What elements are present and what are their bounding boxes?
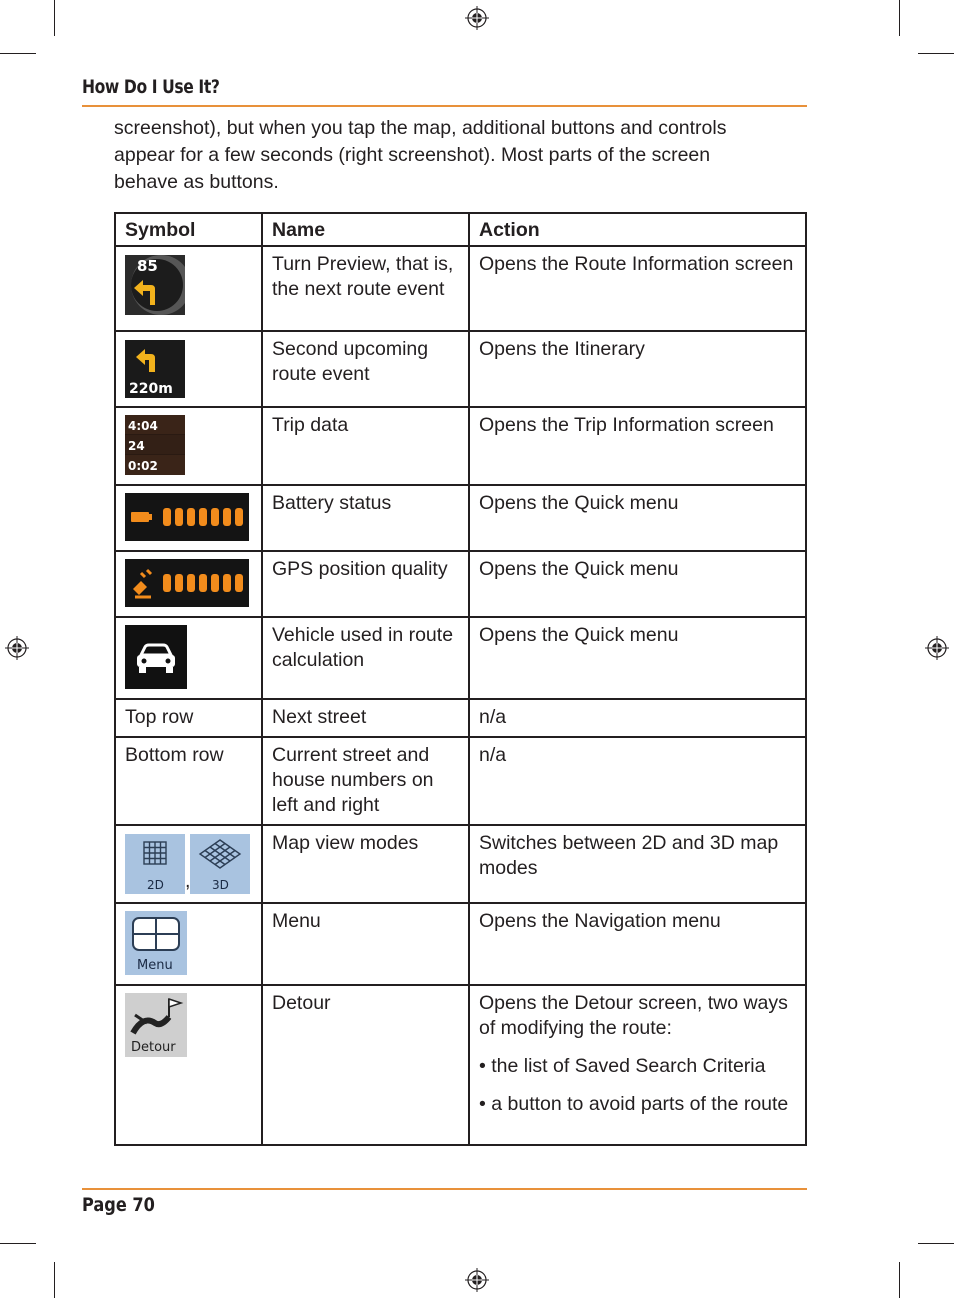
name-cell: Turn Preview, that is, the next route event [262, 246, 469, 331]
detour-button-icon [125, 993, 187, 1057]
header-rule [82, 105, 807, 107]
table-row [115, 825, 806, 903]
table-row [115, 551, 806, 617]
map-2d-label: 2D [147, 878, 164, 892]
intro-line: screenshot), but when you tap the map, additional buttons and controls [114, 117, 727, 139]
table-row [115, 485, 806, 551]
table-row [115, 407, 806, 485]
table-row [115, 699, 806, 737]
symbol-cell [115, 825, 262, 903]
second-route-event-icon [125, 340, 185, 398]
symbol-cell: Bottom row [115, 737, 262, 825]
table-row [115, 617, 806, 699]
symbol-cell [115, 551, 262, 617]
turn-preview-icon [125, 255, 185, 315]
menu-button-label: Menu [137, 958, 173, 973]
action-cell: Opens the Route Information screen [469, 246, 806, 331]
table-row [115, 246, 806, 331]
action-cell: Switches between 2D and 3D map modes [469, 825, 806, 903]
gps-quality-icon [125, 559, 249, 607]
name-cell: Battery status [262, 485, 469, 551]
name-cell: Detour [262, 985, 469, 1145]
action-cell: n/a [469, 737, 806, 825]
registration-mark-icon [925, 636, 949, 660]
menu-button-icon [125, 911, 187, 975]
symbol-cell [115, 246, 262, 331]
column-header-action: Action [469, 213, 806, 246]
map-view-2d-icon [125, 834, 185, 894]
symbol-cell [115, 407, 262, 485]
crop-mark [54, 0, 55, 36]
trip-time-text: 0:02 [128, 459, 158, 473]
crop-mark [0, 53, 36, 54]
intro-line: behave as buttons. [114, 171, 279, 193]
trip-distance-text: 24 [128, 439, 145, 453]
detour-button-label: Detour [131, 1040, 176, 1055]
action-cell: Opens the Quick menu [469, 617, 806, 699]
symbol-cell [115, 331, 262, 407]
intro-line: appear for a few seconds (right screenshot). Most parts of the screen [114, 144, 711, 166]
name-cell: Map view modes [262, 825, 469, 903]
name-cell: Trip data [262, 407, 469, 485]
action-bullet: • a button to avoid parts of the route [479, 1093, 789, 1115]
symbol-cell [115, 985, 262, 1145]
second-event-distance-text: 220m [129, 381, 173, 397]
name-cell: Current street and house numbers on left and right [262, 737, 469, 825]
symbol-cell [115, 903, 262, 985]
footer-rule [82, 1188, 807, 1190]
table-row [115, 985, 806, 1145]
table-row [115, 737, 806, 825]
turn-distance-text: 85 [137, 257, 158, 275]
trip-data-icon [125, 415, 185, 475]
name-cell: GPS position quality [262, 551, 469, 617]
registration-mark-icon [465, 1268, 489, 1292]
battery-status-icon [125, 493, 249, 541]
action-cell: Opens the Navigation menu [469, 903, 806, 985]
name-cell: Second upcoming route event [262, 331, 469, 407]
name-cell: Next street [262, 699, 469, 737]
symbol-table [114, 212, 807, 1146]
crop-mark [918, 53, 954, 54]
symbol-cell: Top row [115, 699, 262, 737]
registration-mark-icon [465, 6, 489, 30]
intro-paragraph [114, 115, 804, 196]
action-cell [469, 985, 806, 1145]
crop-mark [899, 1262, 900, 1298]
icon-separator: , [185, 870, 191, 892]
trip-eta-text: 4:04 [128, 419, 158, 433]
action-cell: n/a [469, 699, 806, 737]
vehicle-car-icon [125, 625, 187, 689]
registration-mark-icon [5, 636, 29, 660]
table-header-row [115, 213, 806, 246]
name-cell: Vehicle used in route calculation [262, 617, 469, 699]
action-text: Opens the Detour screen, two ways of modifying the route: [479, 992, 788, 1039]
symbol-cell [115, 485, 262, 551]
table-row [115, 331, 806, 407]
map-3d-label: 3D [212, 878, 230, 892]
crop-mark [0, 1243, 36, 1244]
crop-mark [918, 1243, 954, 1244]
action-cell: Opens the Itinerary [469, 331, 806, 407]
page-header-title: How Do I Use It? [82, 76, 220, 98]
crop-mark [899, 0, 900, 36]
map-view-3d-icon [190, 834, 250, 894]
action-cell: Opens the Trip Information screen [469, 407, 806, 485]
action-bullet: • the list of Saved Search Criteria [479, 1055, 766, 1077]
symbol-cell [115, 617, 262, 699]
column-header-name: Name [262, 213, 469, 246]
crop-mark [54, 1262, 55, 1298]
action-cell: Opens the Quick menu [469, 485, 806, 551]
name-cell: Menu [262, 903, 469, 985]
column-header-symbol: Symbol [115, 213, 262, 246]
action-cell: Opens the Quick menu [469, 551, 806, 617]
page-number: Page 70 [82, 1194, 155, 1216]
table-row [115, 903, 806, 985]
